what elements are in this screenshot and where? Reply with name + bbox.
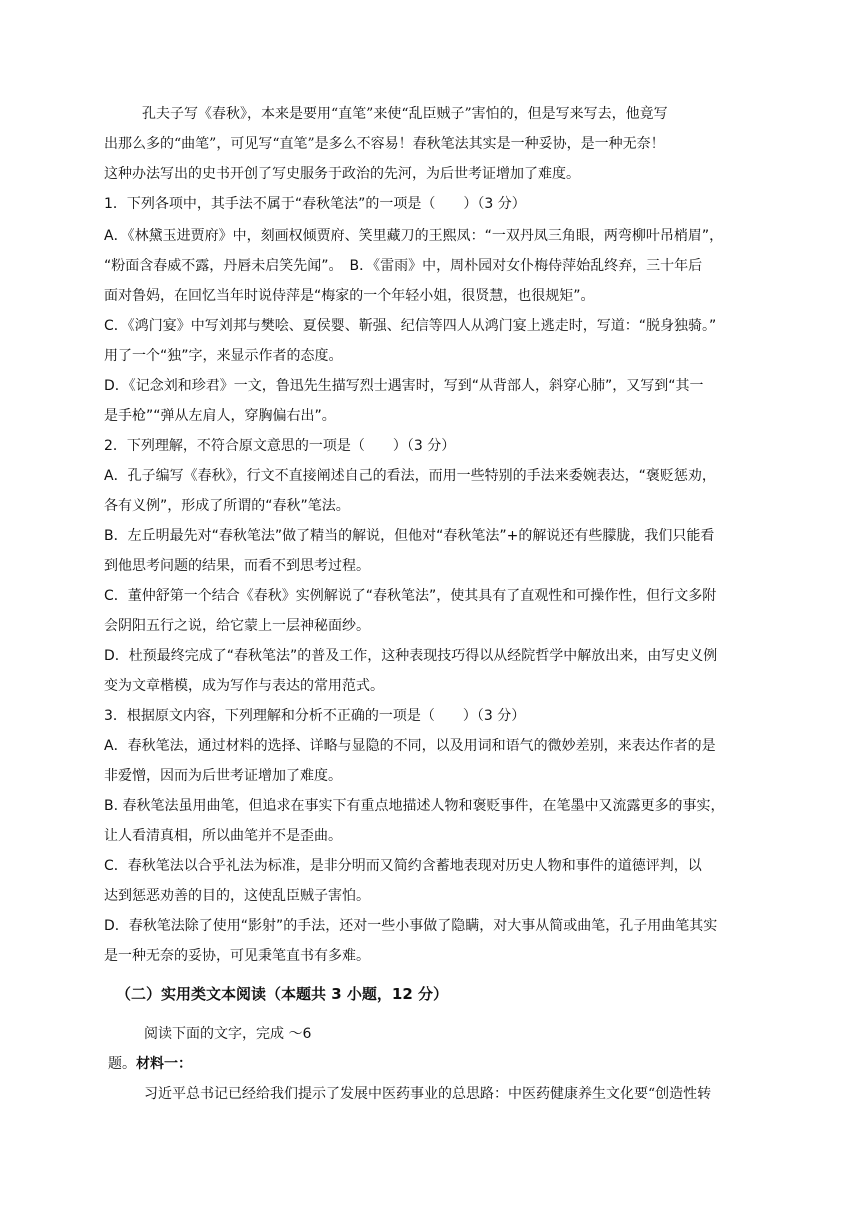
material-label: 材料一： xyxy=(136,1056,192,1072)
option-line: 是手枪”“弹从左肩人，穿胸偏右出”。 xyxy=(104,408,336,424)
paragraph-line: 孔夫子写《春秋》，本来是要用“直笔”来使“乱臣贼子”害怕的，但是写来写去，他竟写 xyxy=(142,106,668,122)
option-line: A．春秋笔法，通过材料的选择、详略与显隐的不同，以及用词和语气的微妙差别，来表达作者的是 xyxy=(104,738,716,754)
option-line: 到他思考问题的结果，而看不到思考过程。 xyxy=(104,558,370,574)
option-line: 会阴阳五行之说，给它蒙上一层神秘面纱。 xyxy=(104,618,370,634)
option-line: 面对鲁妈，在回忆当年时说侍萍是“梅家的一个年轻小姐，很贤慧，也很规矩”。 xyxy=(104,288,595,304)
question-1-stem: 1．下列各项中，其手法不属于“春秋笔法”的一项是（ ）（3 分） xyxy=(104,196,526,212)
option-line: A．《林黛玉进贾府》中，刻画权倾贾府、笑里藏刀的王熙凤：“一双丹凤三角眼，两弯柳叶吊梢眉”， xyxy=(104,228,724,244)
question-2-stem: 2．下列理解，不符合原文意思的一项是（ ）（3 分） xyxy=(104,438,456,454)
paragraph-line: 这种办法写出的史书开创了写史服务于政治的先河，为后世考证增加了难度。 xyxy=(104,166,580,182)
paragraph-line: 习近平总书记已经给我们提示了发展中医药事业的总思路：中医药健康养生文化要“创造性转 xyxy=(144,1086,712,1102)
option-line: 用了一个“独”字，来显示作者的态度。 xyxy=(104,348,343,364)
instruction-line: 题。 xyxy=(108,1056,136,1072)
section-heading: （二）实用类文本阅读（本题共 3 小题，12 分） xyxy=(116,985,448,1003)
option-line: C．春秋笔法以合乎礼法为标准，是非分明而又简约含蓄地表现对历史人物和事件的道德评判，以 xyxy=(104,858,702,874)
option-line: “粉面含春威不露，丹唇未启笑先闻”。 B．《雷雨》中，周朴园对女仆梅侍萍始乱终弃，三十年后 xyxy=(104,258,703,274)
option-line: B．左丘明最先对“春秋笔法”做了精当的解说，但他对“春秋笔法”+的解说还有些朦胧，我们只能看 xyxy=(104,528,715,544)
option-line: 变为文章楷模，成为写作与表达的常用范式。 xyxy=(104,678,384,694)
option-line: 各有义例”，形成了所谓的“春秋”笔法。 xyxy=(104,498,350,514)
option-line: C．董仲舒第一个结合《春秋》实例解说了“春秋笔法”，使其具有了直观性和可操作性，但行文多附 xyxy=(104,588,717,604)
option-line: 非爱憎，因而为后世考证增加了难度。 xyxy=(104,768,342,784)
option-line: B. 春秋笔法虽用曲笔，但追求在事实下有重点地描述人物和褒贬事件，在笔墨中又流露更多的事实， xyxy=(104,798,725,814)
paragraph-line: 出那么多的“曲笔”，可见写“直笔”是多么不容易！春秋笔法其实是一种妥协，是一种无奈！ xyxy=(104,136,665,152)
instruction-line: 阅读下面的文字，完成 ～6 xyxy=(144,1026,312,1042)
option-line: D．杜预最终完成了“春秋笔法”的普及工作，这种表现技巧得以从经院哲学中解放出来，由写史义例 xyxy=(104,648,718,664)
option-line: C．《鸿门宴》中写刘邦与樊哙、夏侯婴、靳强、纪信等四人从鸿门宴上逃走时，写道：“脱身独骑。” xyxy=(104,318,717,334)
option-line: D．《记念刘和珍君》一文，鲁迅先生描写烈士遇害时，写到“从背部人，斜穿心肺”，又写到“其一 xyxy=(104,378,704,394)
question-3-stem: 3．根据原文内容，下列理解和分析不正确的一项是（ ）（3 分） xyxy=(104,708,526,724)
option-line: D．春秋笔法除了使用“影射”的手法，还对一些小事做了隐瞒，对大事从简或曲笔，孔子用曲笔其实 xyxy=(104,918,718,934)
option-line: 是一种无奈的妥协，可见秉笔直书有多难。 xyxy=(104,948,370,964)
option-line: 达到惩恶劝善的目的，这使乱臣贼子害怕。 xyxy=(104,888,370,904)
option-line: A．孔子编写《春秋》，行文不直接阐述自己的看法，而用一些特别的手法来委婉表达，“褒贬惩劝， xyxy=(104,468,716,484)
option-line: 让人看清真相，所以曲笔并不是歪曲。 xyxy=(104,828,342,844)
